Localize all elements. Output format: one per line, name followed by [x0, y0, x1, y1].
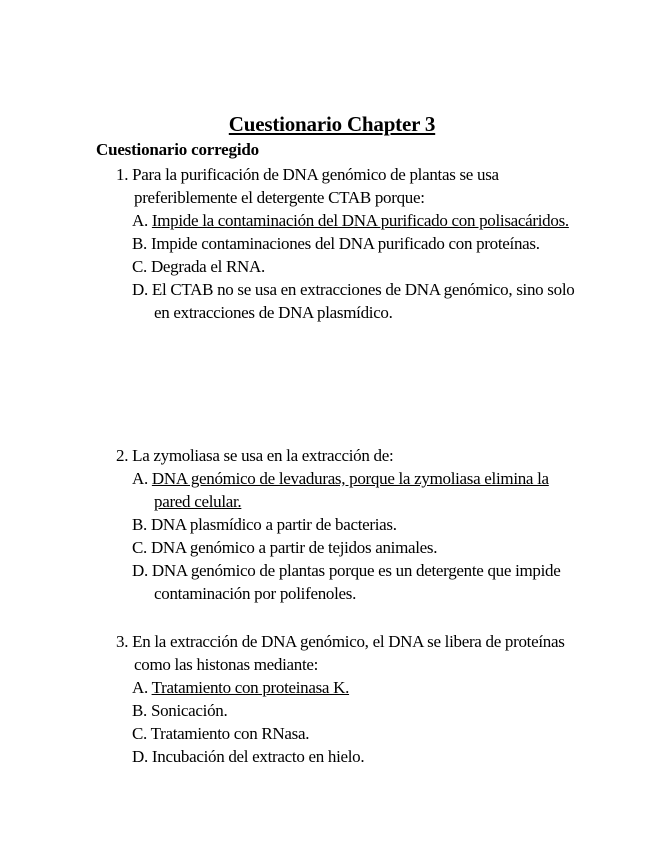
options-list	[116, 467, 586, 605]
option-text: DNA plasmídico a partir de bacterias.	[150, 515, 397, 534]
question-number: 2.	[116, 446, 129, 465]
option-text-correct: DNA genómico de levaduras, porque la zymoliasa elimina la pared celular.	[151, 469, 549, 511]
option-b	[116, 513, 586, 536]
option-letter: A.	[132, 469, 148, 488]
option-letter: A.	[132, 678, 148, 697]
question-number: 1.	[116, 165, 129, 184]
option-text: DNA genómico de plantas porque es un detergente que impide contaminación por polifenoles.	[151, 561, 561, 603]
option-a	[116, 676, 586, 699]
option-c	[116, 255, 586, 278]
option-text: Degrada el RNA.	[150, 257, 265, 276]
option-letter: B.	[132, 234, 147, 253]
option-a	[116, 467, 586, 513]
options-list	[116, 209, 586, 324]
option-d	[116, 559, 586, 605]
option-c	[116, 722, 586, 745]
question-text: Para la purificación de DNA genómico de plantas se usa preferiblemente el detergente CTAB porque:	[132, 165, 499, 207]
option-text-correct: Impide la contaminación del DNA purificado con polisacáridos.	[151, 211, 569, 230]
option-letter: D.	[132, 747, 148, 766]
page-title: Cuestionario Chapter 3	[228, 112, 436, 136]
option-letter: D.	[132, 280, 148, 299]
option-letter: B.	[132, 701, 147, 720]
option-text: Impide contaminaciones del DNA purificado con proteínas.	[150, 234, 540, 253]
option-text: Incubación del extracto en hielo.	[151, 747, 365, 766]
question-3	[116, 630, 586, 768]
option-letter: A.	[132, 211, 148, 230]
option-b	[116, 699, 586, 722]
option-d	[116, 745, 586, 768]
option-letter: B.	[132, 515, 147, 534]
question-text: En la extracción de DNA genómico, el DNA se libera de proteínas como las histonas mediante:	[132, 632, 565, 674]
question-text: La zymoliasa se usa en la extracción de:	[132, 446, 394, 465]
question-2	[116, 444, 586, 605]
option-text: El CTAB no se usa en extracciones de DNA genómico, sino solo en extracciones de DNA plasmídico.	[151, 280, 575, 322]
question-stem	[116, 630, 586, 676]
option-b	[116, 232, 586, 255]
question-stem	[116, 163, 586, 209]
option-a	[116, 209, 586, 232]
option-text: DNA genómico a partir de tejidos animales.	[150, 538, 438, 557]
options-list	[116, 676, 586, 768]
option-text: Tratamiento con RNasa.	[150, 724, 310, 743]
question-number: 3.	[116, 632, 129, 651]
option-c	[116, 536, 586, 559]
page-subtitle: Cuestionario corregido	[96, 140, 259, 159]
option-letter: C.	[132, 538, 147, 557]
option-letter: C.	[132, 724, 147, 743]
option-text: Sonicación.	[150, 701, 228, 720]
option-text-correct: Tratamiento con proteinasa K.	[151, 678, 350, 697]
option-letter: D.	[132, 561, 148, 580]
option-letter: C.	[132, 257, 147, 276]
question-stem	[116, 444, 586, 467]
question-1	[116, 163, 586, 324]
option-d	[116, 278, 586, 324]
